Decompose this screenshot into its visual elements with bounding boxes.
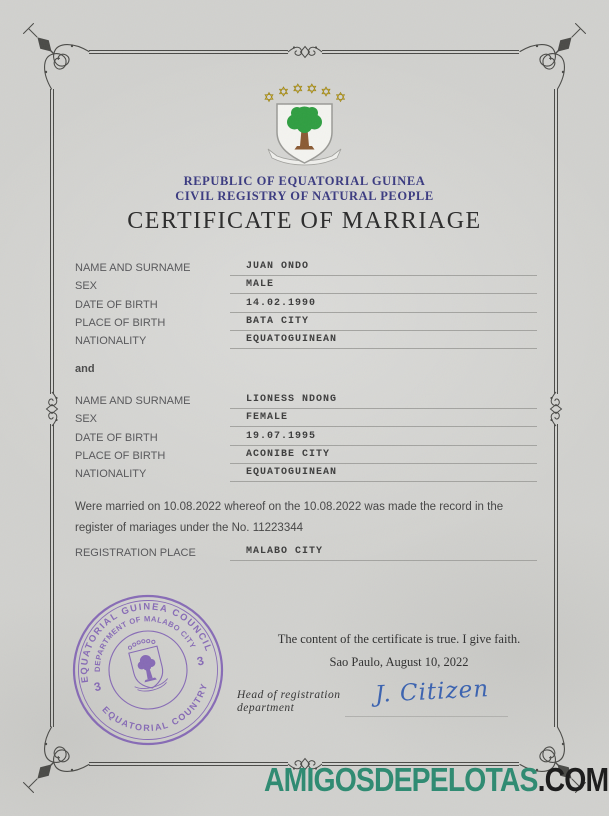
stamp-arc-outer-text: EQUATORIAL GUINEA COUNCIL [78, 600, 216, 684]
field-label: DATE OF BIRTH [75, 298, 158, 311]
emblem-stars [265, 84, 345, 102]
field-row-dob-2 [75, 427, 537, 445]
spouse-2-fields [75, 391, 537, 482]
field-value: BATA CITY [230, 316, 537, 331]
country-header: REPUBLIC OF EQUATORIAL GUINEA [183, 174, 426, 188]
corner-flourish-top-left [24, 24, 90, 90]
border-ornament-right [550, 392, 561, 426]
stamp-right-numeral: 3 [195, 653, 206, 669]
attestation-statement: The content of the certificate is true. I give faith. [277, 632, 521, 646]
stamp-left-numeral: 3 [92, 679, 103, 695]
field-row-dob-1 [75, 294, 537, 312]
field-label: NAME AND SURNAME [75, 262, 191, 275]
field-label: SEX [75, 280, 98, 293]
field-value: EQUATOGUINEAN [230, 334, 537, 349]
border-ornament-top [288, 46, 322, 57]
conjunction-and: and [75, 363, 95, 375]
field-row-nationality-2 [75, 464, 537, 482]
watermark-main: AMIGOSDEPELOTAS [263, 761, 538, 798]
field-row-sex-2 [75, 409, 537, 427]
stamp-arc-bottom-text: EQUATORIAL COUNTRY [100, 681, 210, 734]
border-ornament-left [47, 392, 58, 426]
svg-text:EQUATORIAL COUNTRY [99, 679, 218, 745]
field-label: NAME AND SURNAME [75, 395, 191, 408]
stamp-center-emblem [124, 636, 169, 694]
signer-role-line-2: department [237, 702, 295, 714]
field-label: PLACE OF BIRTH [75, 316, 166, 329]
field-row-name-1 [75, 258, 537, 276]
spouse-1-fields [75, 258, 537, 349]
field-label: REGISTRATION PLACE [75, 547, 196, 560]
field-value: JUAN ONDO [230, 261, 537, 276]
field-value: FEMALE [230, 412, 537, 427]
field-value: ACONIBE CITY [230, 449, 537, 464]
field-row-name-2 [75, 391, 537, 409]
attestation-place-date: Sao Paulo, August 10, 2022 [329, 655, 469, 669]
field-label: SEX [75, 413, 98, 426]
signer-role-line-1: Head of registration [237, 689, 341, 701]
site-watermark [264, 761, 608, 799]
field-label: DATE OF BIRTH [75, 431, 158, 444]
field-value: MALABO CITY [230, 546, 537, 561]
signature: J. Citizen [374, 676, 490, 708]
signer-role [237, 689, 341, 715]
watermark-suffix: .COM [537, 761, 608, 798]
attestation-block [240, 632, 558, 670]
certificate-title: CERTIFICATE OF MARRIAGE [127, 208, 482, 234]
field-value: EQUATOGUINEAN [230, 467, 537, 482]
registry-stamp [62, 586, 234, 754]
field-row-pob-2 [75, 446, 537, 464]
field-value: 14.02.1990 [230, 298, 537, 313]
field-row-nationality-1 [75, 331, 537, 349]
field-label: PLACE OF BIRTH [75, 449, 166, 462]
marriage-statement: Were married on 10.08.2022 whereof on the 10.08.2022 was made the record in the register of mariages under the No. 11223344 [75, 501, 504, 534]
registry-header: CIVIL REGISTRY OF NATURAL PEOPLE [175, 189, 434, 203]
field-label: NATIONALITY [75, 334, 147, 347]
registration-place-row [75, 543, 537, 561]
signature-line [345, 716, 508, 717]
field-row-sex-1 [75, 276, 537, 294]
coat-of-arms [257, 82, 352, 170]
stamp-arc-inner-text: DEPARTMENT OF MALABO CITY [92, 614, 198, 673]
field-row-pob-1 [75, 313, 537, 331]
field-value: MALE [230, 279, 537, 294]
field-label: NATIONALITY [75, 467, 147, 480]
field-value: 19.07.1995 [230, 431, 537, 446]
corner-flourish-top-right [520, 24, 586, 90]
field-value: LIONESS NDONG [230, 394, 537, 409]
